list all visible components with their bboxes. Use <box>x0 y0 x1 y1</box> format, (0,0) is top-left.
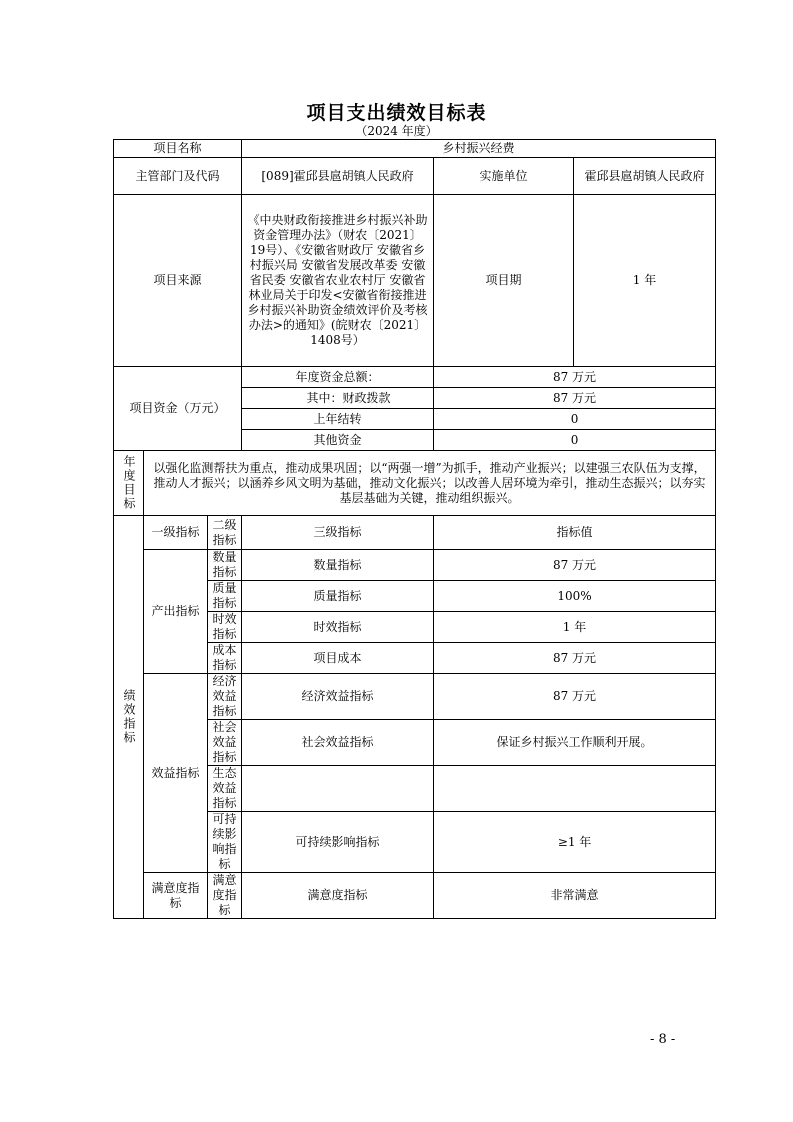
header-value: 指标值 <box>434 516 716 550</box>
funds-fiscal-label: 其中：财政拨款 <box>242 388 434 409</box>
benefit-l2-social: 社会效益指标 <box>208 720 242 766</box>
benefit-l2-economic: 经济效益指标 <box>208 674 242 720</box>
benefit-l3-economic: 经济效益指标 <box>242 674 434 720</box>
benefit-l3-social: 社会效益指标 <box>242 720 434 766</box>
indicators-section-label: 绩效指标 <box>114 516 144 919</box>
benefit-l3-ecological <box>242 766 434 812</box>
satisfaction-value: 非常满意 <box>434 873 716 919</box>
output-indicator-label: 产出指标 <box>144 550 208 674</box>
header-level1: 一级指标 <box>144 516 208 550</box>
output-l2-quality: 质量指标 <box>208 581 242 612</box>
annual-goal-label: 年度目标 <box>114 451 144 516</box>
output-value-cost: 87 万元 <box>434 643 716 674</box>
source-value: 《中央财政衔接推进乡村振兴补助资金管理办法》（财农〔2021〕19号）、《安徽省财政厅 安徽省乡村振兴局 安徽省发展改革委 安徽省民委 安徽省农业农村厅 安徽省林业局关于印发<安徽省衔接推进乡村振兴补助资金绩效评价及考核办法>的通知》(皖财农〔2021〕1408号） <box>242 195 434 367</box>
header-level3: 三级指标 <box>242 516 434 550</box>
benefit-l3-sustainable: 可持续影响指标 <box>242 812 434 873</box>
period-value: 1 年 <box>574 195 716 367</box>
benefit-value-social: 保证乡村振兴工作顺利开展。 <box>434 720 716 766</box>
page-title: 项目支出绩效目标表 <box>306 102 487 124</box>
satisfaction-l3: 满意度指标 <box>242 873 434 919</box>
period-label: 项目期 <box>434 195 574 367</box>
benefit-indicator-label: 效益指标 <box>144 674 208 873</box>
output-l2-cost: 成本指标 <box>208 643 242 674</box>
impl-unit-label: 实施单位 <box>434 158 574 195</box>
funds-carryover-value: 0 <box>434 409 716 430</box>
output-l3-quantity: 数量指标 <box>242 550 434 581</box>
performance-goal-table <box>113 139 716 919</box>
funds-total-value: 87 万元 <box>434 367 716 388</box>
benefit-value-economic: 87 万元 <box>434 674 716 720</box>
benefit-value-sustainable: ≥1 年 <box>434 812 716 873</box>
output-l3-cost: 项目成本 <box>242 643 434 674</box>
benefit-l2-sustainable: 可持续影响指标 <box>208 812 242 873</box>
funds-other-label: 其他资金 <box>242 430 434 451</box>
output-value-quantity: 87 万元 <box>434 550 716 581</box>
output-l3-timeliness: 时效指标 <box>242 612 434 643</box>
benefit-value-ecological <box>434 766 716 812</box>
funds-total-label: 年度资金总额： <box>242 367 434 388</box>
year-label: （2024 年度） <box>355 124 438 138</box>
funds-other-value: 0 <box>434 430 716 451</box>
output-l3-quality: 质量指标 <box>242 581 434 612</box>
funds-carryover-label: 上年结转 <box>242 409 434 430</box>
output-value-quality: 100% <box>434 581 716 612</box>
benefit-l2-ecological: 生态效益指标 <box>208 766 242 812</box>
satisfaction-l2: 满意度指标 <box>208 873 242 919</box>
output-l2-quantity: 数量指标 <box>208 550 242 581</box>
annual-goal-text: 以强化监测帮扶为重点，推动成果巩固；以“两强一增”为抓手，推动产业振兴；以建强三农队伍为支撑，推动人才振兴；以涵养乡风文明为基础，推动文化振兴；以改善人居环境为牵引，推动生态振兴；以夯实基层基础为关键，推动组织振兴。 <box>144 451 716 516</box>
project-name-value: 乡村振兴经费 <box>242 140 716 158</box>
funds-label: 项目资金（万元） <box>114 367 242 451</box>
output-value-timeliness: 1 年 <box>434 612 716 643</box>
impl-unit-value: 霍邱县扈胡镇人民政府 <box>574 158 716 195</box>
header-level2: 二级指标 <box>208 516 242 550</box>
dept-value: [089]霍邱县扈胡镇人民政府 <box>242 158 434 195</box>
funds-fiscal-value: 87 万元 <box>434 388 716 409</box>
page-number: - 8 - <box>650 1032 676 1047</box>
output-l2-timeliness: 时效指标 <box>208 612 242 643</box>
satisfaction-indicator-label: 满意度指标 <box>144 873 208 919</box>
dept-label: 主管部门及代码 <box>114 158 242 195</box>
source-label: 项目来源 <box>114 195 242 367</box>
project-name-label: 项目名称 <box>114 140 242 158</box>
